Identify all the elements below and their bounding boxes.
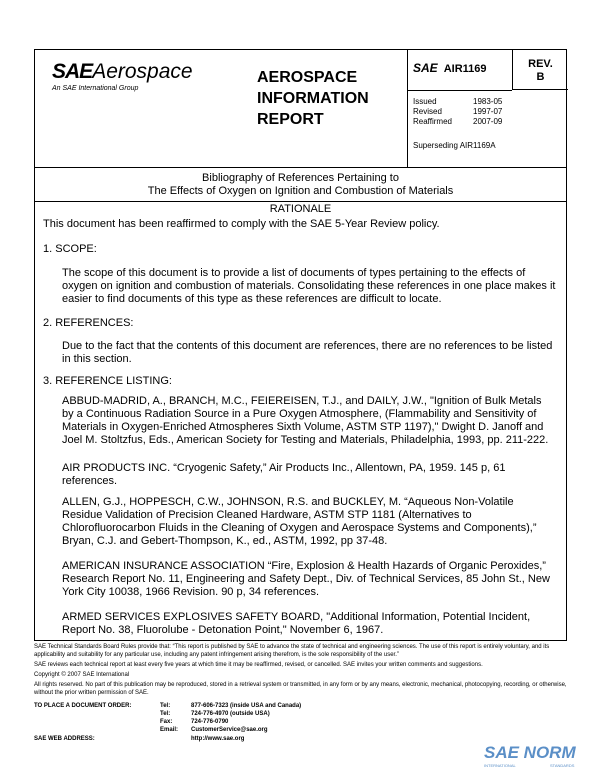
title-line-1: Bibliography of References Pertaining to <box>202 172 399 184</box>
title-line-1: AEROSPACE <box>257 69 358 86</box>
sae-norm-logo <box>484 740 584 770</box>
tel2-label: Tel: <box>160 711 171 717</box>
web-label: SAE WEB ADDRESS: <box>34 736 95 742</box>
logo-block <box>35 50 240 168</box>
reaffirmed-label: Reaffirmed <box>413 117 452 126</box>
email-label: Email: <box>160 727 179 733</box>
logo-brand: SAE <box>52 60 93 83</box>
web-value[interactable]: http://www.sae.org <box>191 736 245 742</box>
rationale-heading: RATIONALE <box>269 203 332 215</box>
doc-number: AIR1169 <box>443 63 487 75</box>
footer-rules: SAE Technical Standards Board Rules provide that: “This report is published by SAE to advance the state of technical and engineering sciences. The use of this report is entirely voluntary, and its applicability and suitability for any particular use, including any patent infringement arising therefrom, is the sole responsibility of the user.” <box>34 644 550 658</box>
fax-value: 724-776-0790 <box>191 719 229 725</box>
section-2-heading: 2. REFERENCES: <box>43 317 134 329</box>
reference-item: ABBUD-MADRID, A., BRANCH, M.C., FEIEREISEN, T.J., and DAILY, J.W., "Ignition of Bulk Metals by a Continuous Radiation Source in a Pure Oxygen Atmosphere, (Flammability and Sensitivity of Materials in Oxygen-Enriched Atmospheres Sixth Volume, ASTM STP 1197)," Dwight D. Janoff and Joel M. Stoltzfus, Eds., American Society for Testing and Materials, Philadelphia, 1993, pp. 211-222. <box>62 395 549 446</box>
tel1-value: 877-606-7323 (inside USA and Canada) <box>191 703 302 709</box>
footer-copyright: Copyright © 2007 SAE International <box>34 672 130 678</box>
rationale-text: This document has been reaffirmed to comply with the SAE 5-Year Review policy. <box>43 218 440 230</box>
header <box>35 50 566 168</box>
section-1-heading: 1. SCOPE: <box>43 243 97 255</box>
sae-aerospace-logo <box>52 60 193 84</box>
document-frame <box>34 49 567 641</box>
issued-value: 1983-05 <box>473 97 503 106</box>
reference-item: AMERICAN INSURANCE ASSOCIATION “Fire, Explosion & Health Hazards of Organic Peroxides,” Research Report No. 11, Engineering and Safety Dept., Div. of Technical Services, 85 John St., New York City 10038, 1966 Revision. 90 p, 34 references. <box>62 560 550 598</box>
section-3-heading: 3. REFERENCE LISTING: <box>43 375 172 387</box>
revised-label: Revised <box>413 107 442 116</box>
report-type-title <box>257 67 407 130</box>
rev-value: B <box>536 71 545 83</box>
issued-label: Issued <box>413 97 437 106</box>
reference-item: ARMED SERVICES EXPLOSIVES SAFETY BOARD, "Additional Information, Potential Incident, Report No. 38, Fluorolube - Detonation Point," November 6, 1967. <box>62 611 531 636</box>
section-2-text: Due to the fact that the contents of this document are references, there are no references to be listed in this section. <box>62 340 553 365</box>
rev-label: REV. <box>528 58 553 70</box>
sae-norm-text: SAE NORM <box>484 743 576 762</box>
doc-info-cell <box>407 50 512 168</box>
fax-label: Fax: <box>160 719 173 725</box>
title-line-2: The Effects of Oxygen on Ignition and Combustion of Materials <box>147 185 454 197</box>
footer-rights: All rights reserved. No part of this publication may be reproduced, stored in a retrieval system or transmitted, in any form or by any means, electronic, mechanical, photocopying, recording, or otherwise, without the prior written permission of SAE. <box>34 682 567 696</box>
sae-norm-sub-right: STANDARDS <box>550 763 575 768</box>
footer <box>34 643 567 699</box>
divider <box>408 90 512 91</box>
revision-cell <box>512 50 568 90</box>
footer-review: SAE reviews each technical report at least every five years at which time it may be reaffirmed, revised, or cancelled. SAE invites your written comments and suggestions. <box>34 662 483 668</box>
order-label: TO PLACE A DOCUMENT ORDER: <box>34 703 132 709</box>
superseding-note: Superseding AIR1169A <box>413 141 496 150</box>
sae-mini-logo: SAE <box>413 61 438 75</box>
reaffirmed-value: 2007-09 <box>473 117 503 126</box>
doc-number-row <box>413 61 487 75</box>
logo-tagline: An SAE International Group <box>52 85 139 92</box>
title-line-2: INFORMATION <box>257 90 369 107</box>
logo-product: Aerospace <box>92 60 193 83</box>
tel1-label: Tel: <box>160 703 171 709</box>
sae-norm-sub-left: INTERNATIONAL <box>484 763 516 768</box>
document-title <box>35 168 566 202</box>
reference-item: AIR PRODUCTS INC. “Cryogenic Safety,” Air Products Inc., Allentown, PA, 1959. 145 p, 61 references. <box>62 462 506 487</box>
revised-value: 1997-07 <box>473 107 503 116</box>
title-line-3: REPORT <box>257 111 324 128</box>
section-1-text: The scope of this document is to provide a list of documents of types pertaining to the effects of oxygen on ignition and combustion of materials. Consolidating these references in one place makes it easier to find documents of this type as these references are difficult to locate. <box>62 267 556 305</box>
date-block <box>413 97 502 127</box>
tel2-value: 724-776-4970 (outside USA) <box>191 711 270 717</box>
email-value[interactable]: CustomerService@sae.org <box>191 727 268 733</box>
reference-item: ALLEN, G.J., HOPPESCH, C.W., JOHNSON, R.S. and BUCKLEY, M. “Aqueous Non-Volatile Residue Validation of Precision Cleaned Hardware, ASTM STP 1181 (Alternatives to Chlorofluorocarbon Fluids in the Cleaning of Oxygen and Aerospace Systems and Components),” Bryan, C.J. and Gebert-Thompson, K., ed., ASTM, 1992, pp 37-48. <box>62 496 537 547</box>
